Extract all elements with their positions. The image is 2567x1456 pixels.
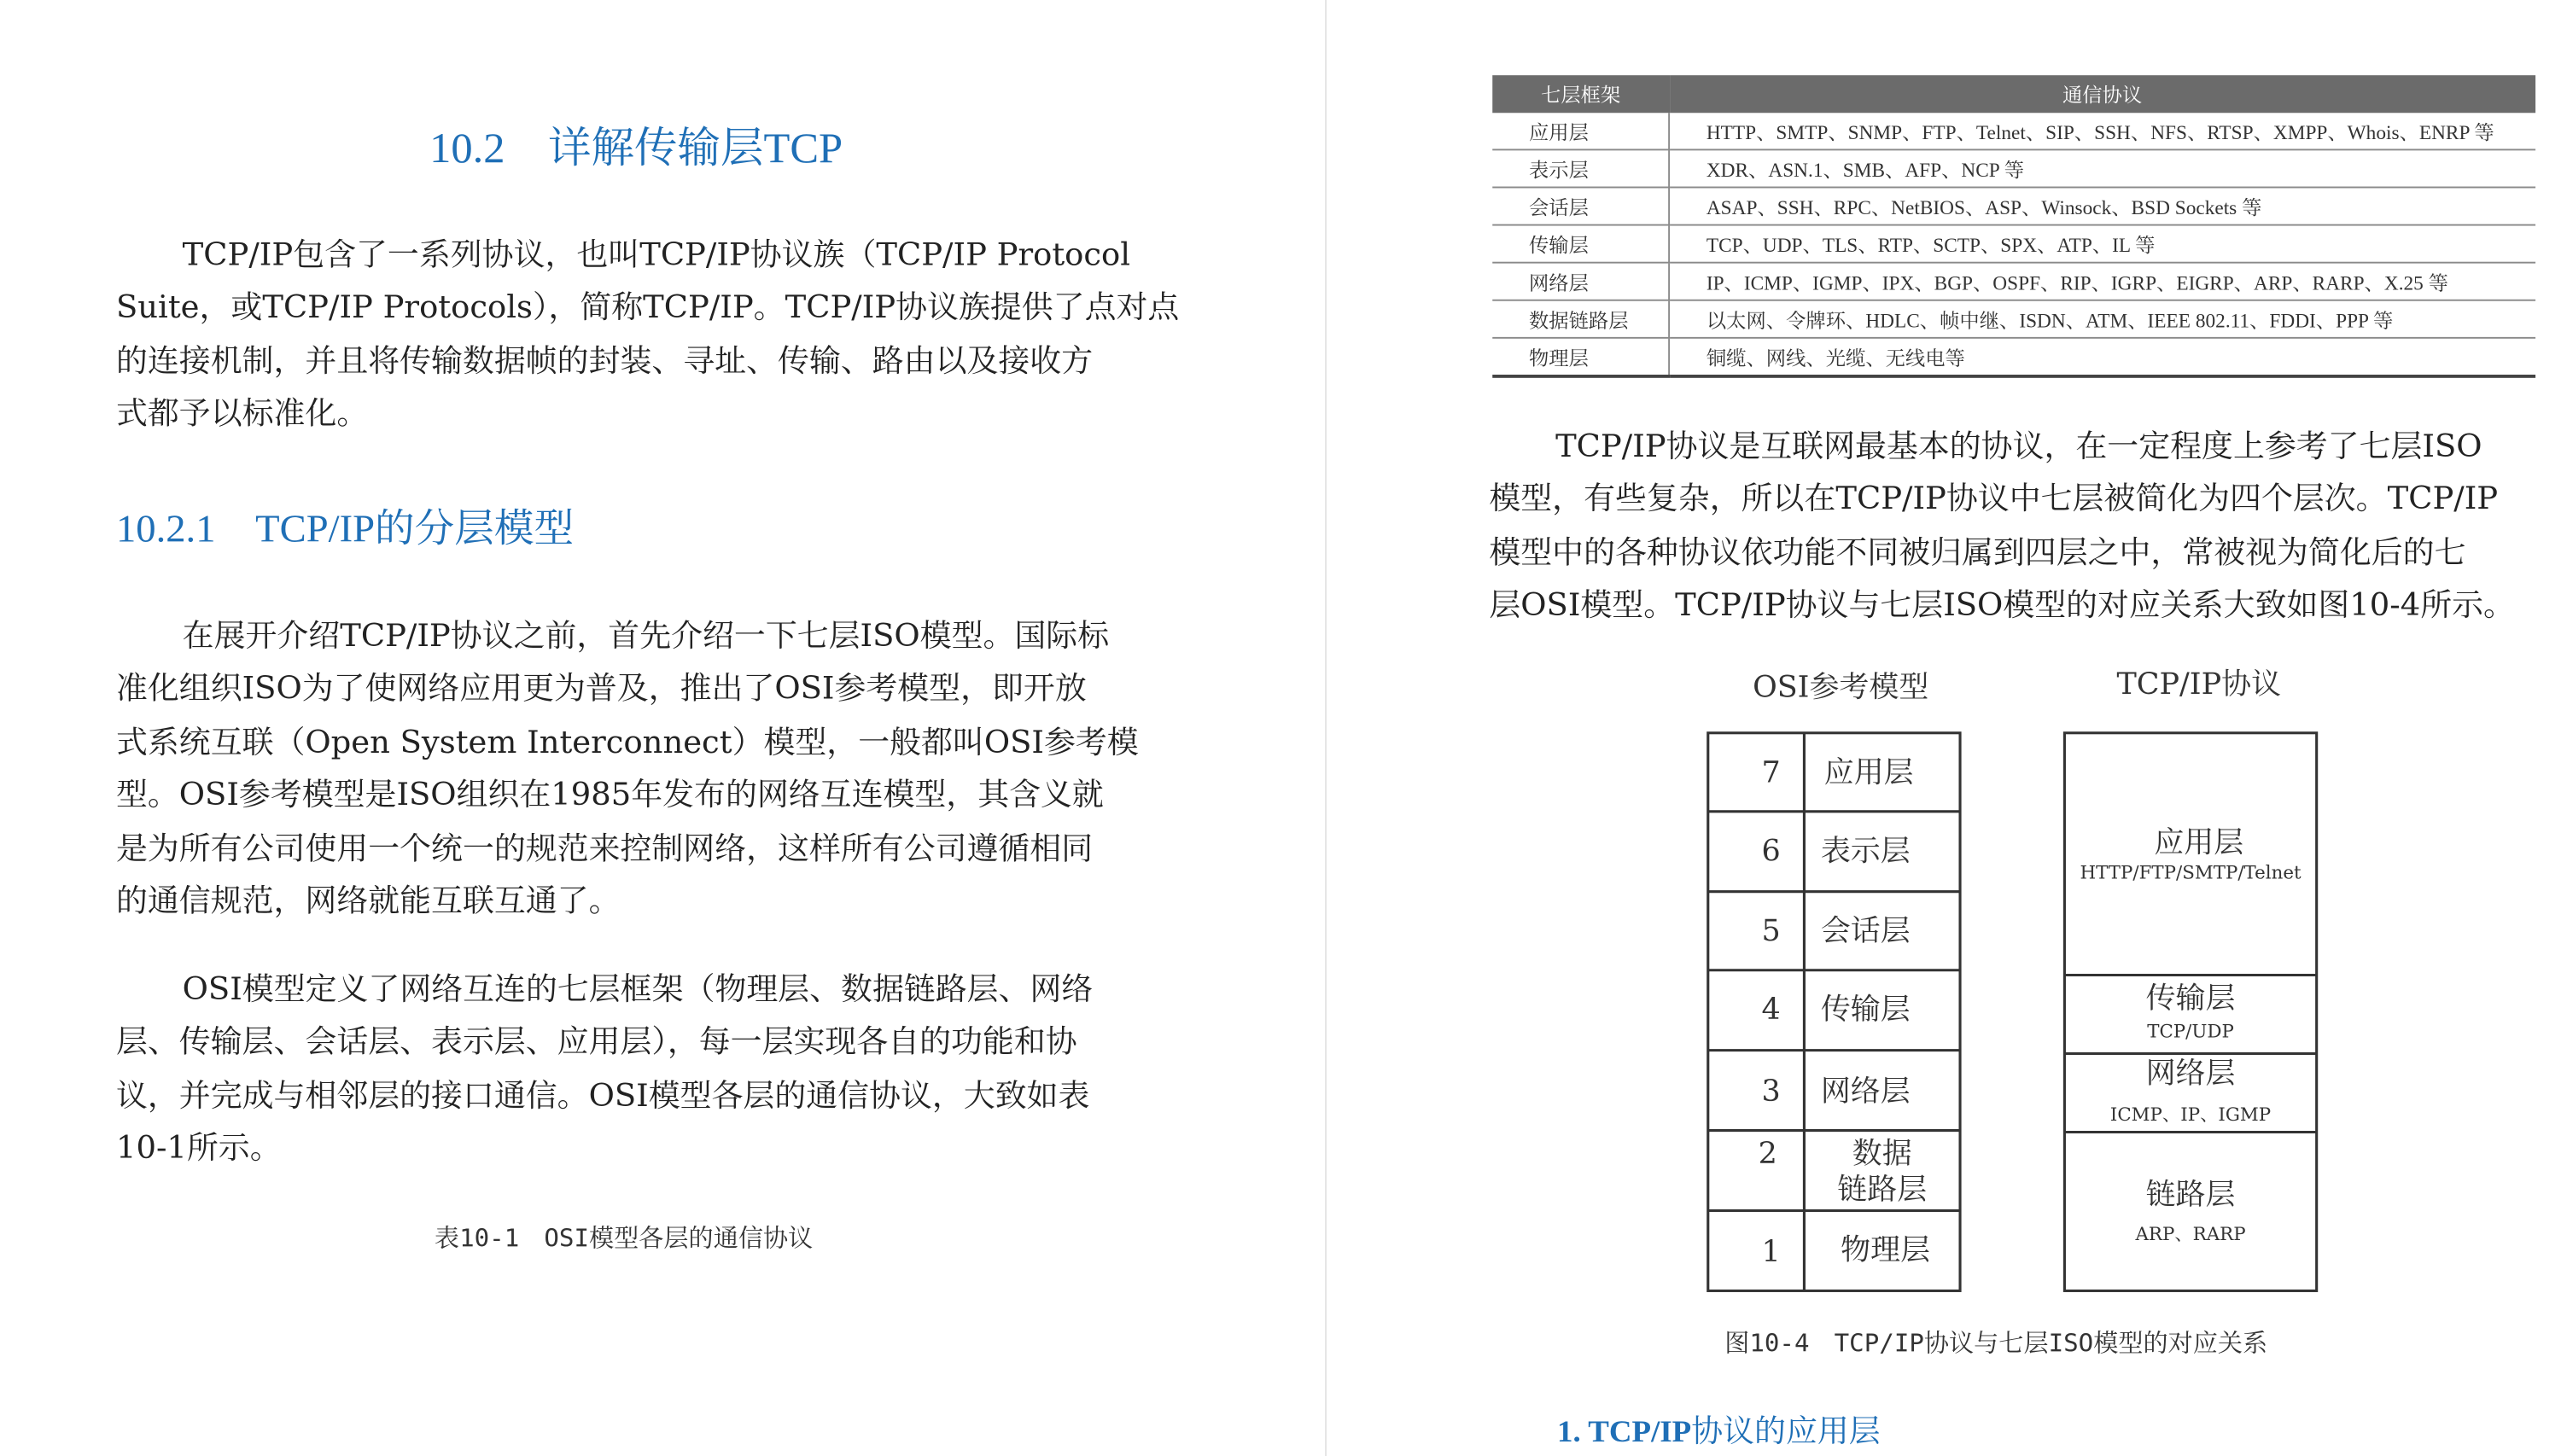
table-cell: TCP、UDP、TLS、RTP、SCTP、SPX、ATP、IL 等: [1669, 225, 2535, 263]
text-line: Suite，或TCP/IP Protocols），简称TCP/IP。TCP/IP协议族提供了点对点: [115, 290, 1180, 327]
tcpip-column-title: TCP/IP协议: [2116, 667, 2282, 702]
table-cell: XDR、ASN.1、SMB、AFP、NCP 等: [1669, 149, 2535, 187]
text-line: TCP/IP包含了一系列协议，也叫TCP/IP协议族（TCP/IP Protocol: [182, 236, 1131, 274]
table-cell: 以太网、令牌环、HDLC、帧中继、ISDN、ATM、IEEE 802.11、FDDI、PPP 等: [1669, 300, 2535, 338]
text-line: 的通信规范，网络就能互联互通了。: [115, 883, 621, 920]
table-row: [1492, 338, 2535, 376]
osi-protocol-table: [1492, 75, 2535, 378]
text-line: 式都予以标准化。: [115, 396, 369, 433]
osi-layer-name: 物理层: [1841, 1233, 1931, 1267]
paragraph-osi-intro: [116, 610, 1177, 929]
text-line: 准化组织ISO为了使网络应用更为普及，推出了OSI参考模型，即开放: [115, 671, 1087, 708]
osi-layer-number: 7: [1761, 755, 1781, 790]
table-row: [1492, 113, 2535, 149]
text-line: 模型中的各种协议依功能不同被归属到四层之中，常被视为简化后的七: [1489, 534, 2466, 571]
paragraph-tcpip-model: [1489, 421, 2550, 632]
table-header-cell: 七层框架: [1492, 75, 1669, 113]
table-cell: IP、ICMP、IGMP、IPX、BGP、OSPF、RIP、IGRP、EIGRP、ARP、RARP、X.25 等: [1669, 263, 2535, 300]
osi-layer-number: 2: [1758, 1137, 1777, 1171]
tcpip-layer-name: 传输层: [2145, 981, 2236, 1016]
table-row: [1492, 300, 2535, 338]
osi-layer-labels: [1759, 755, 1931, 1268]
subsection-title: 10.2.1 TCP/IP的分层模型: [115, 509, 575, 551]
next-heading-text: 协议的应用层: [1691, 1413, 1881, 1450]
osi-layer-number: 6: [1761, 834, 1781, 869]
paragraph-osi-layers: [116, 964, 1177, 1175]
table-header-cell: 通信协议: [1669, 75, 2535, 113]
next-heading-number: 1. TCP/IP: [1557, 1415, 1692, 1450]
figure-caption: 图10-4 TCP/IP协议与七层ISO模型的对应关系: [1724, 1328, 2268, 1359]
tcpip-layer-protocols: ICMP、IP、IGMP: [2109, 1104, 2272, 1127]
text-line: 议，并完成与相邻层的接口通信。OSI模型各层的通信协议，大致如表: [115, 1077, 1090, 1115]
osi-layer-name: 应用层: [1823, 755, 1914, 790]
table-row: [1492, 149, 2535, 187]
text-line: 10-1所示。: [115, 1130, 282, 1168]
table-header-row: [1492, 75, 2535, 113]
table-caption: 表10-1 OSI模型各层的通信协议: [434, 1223, 814, 1254]
table-row: [1492, 187, 2535, 224]
next-heading: [1557, 1407, 1881, 1452]
tcpip-layer-name: 应用层: [2154, 825, 2244, 860]
osi-layer-name: 表示层: [1820, 834, 1911, 869]
text-line: 式系统互联（Open System Interconnect）模型，一般都叫OSI参考模: [115, 724, 1139, 760]
table-row: [1492, 225, 2535, 263]
osi-tcpip-diagram: [1691, 655, 2338, 1309]
table-cell: 网络层: [1492, 263, 1669, 300]
paragraph-tcpip-intro: [115, 229, 1180, 440]
text-line: 在展开介绍TCP/IP协议之前，首先介绍一下七层ISO模型。国际标: [182, 618, 1110, 655]
tcpip-layer-labels: [2080, 826, 2302, 1245]
text-line: 的连接机制，并且将传输数据帧的封装、寻址、传输、路由以及接收方: [115, 343, 1094, 380]
table-cell: 会话层: [1492, 187, 1669, 224]
osi-layer-number: 1: [1761, 1235, 1781, 1269]
table-cell: HTTP、SMTP、SNMP、FTP、Telnet、SIP、SSH、NFS、RTSP、XMPP、Whois、ENRP 等: [1669, 113, 2535, 149]
table-cell: 应用层: [1492, 113, 1669, 149]
text-line: 型。OSI参考模型是ISO组织在1985年发布的网络互连模型，其含义就: [115, 777, 1104, 814]
tcpip-layer-name: 网络层: [2145, 1057, 2236, 1091]
table-cell: 传输层: [1492, 225, 1669, 263]
table-cell: ASAP、SSH、RPC、NetBIOS、ASP、Winsock、BSD Sockets 等: [1669, 187, 2535, 224]
table-cell: 物理层: [1492, 338, 1669, 376]
osi-column-title: OSI参考模型: [1753, 670, 1929, 705]
osi-layer-name: 数据链路层: [1837, 1137, 1928, 1208]
table-cell: 表示层: [1492, 149, 1669, 187]
tcpip-layer-protocols: ARP、RARP: [2135, 1224, 2246, 1245]
osi-layer-number: 5: [1761, 914, 1781, 949]
table-cell: 铜缆、网线、光缆、无线电等: [1669, 338, 2535, 376]
page-divider: [1325, 0, 1327, 1456]
osi-layer-name: 传输层: [1820, 993, 1911, 1028]
text-line: 层、传输层、会话层、表示层、应用层），每一层实现各自的功能和协: [115, 1024, 1077, 1061]
osi-layer-name: 会话层: [1820, 914, 1911, 949]
text-line: TCP/IP协议是互联网最基本的协议，在一定程度上参考了七层ISO: [1555, 428, 2482, 465]
text-line: 是为所有公司使用一个统一的规范来控制网络，这样所有公司遵循相同: [115, 830, 1094, 867]
table-row: [1492, 263, 2535, 300]
tcpip-layer-name: 链路层: [2145, 1178, 2236, 1212]
text-line: OSI模型定义了网络互连的七层框架（物理层、数据链路层、网络: [182, 971, 1094, 1008]
osi-layer-number: 4: [1761, 993, 1781, 1028]
tcpip-layer-protocols: HTTP/FTP/SMTP/Telnet: [2080, 862, 2302, 884]
table-cell: 数据链路层: [1492, 300, 1669, 338]
osi-layer-number: 3: [1761, 1075, 1781, 1109]
osi-layer-name: 网络层: [1820, 1075, 1911, 1109]
tcpip-layer-protocols: TCP/UDP: [2147, 1021, 2234, 1043]
text-line: 模型，有些复杂，所以在TCP/IP协议中七层被简化为四个层次。TCP/IP: [1489, 481, 2499, 518]
section-title: 10.2 详解传输层TCP: [429, 124, 843, 172]
text-line: 层OSI模型。TCP/IP协议与七层ISO模型的对应关系大致如图10-4所示。: [1489, 587, 2515, 624]
